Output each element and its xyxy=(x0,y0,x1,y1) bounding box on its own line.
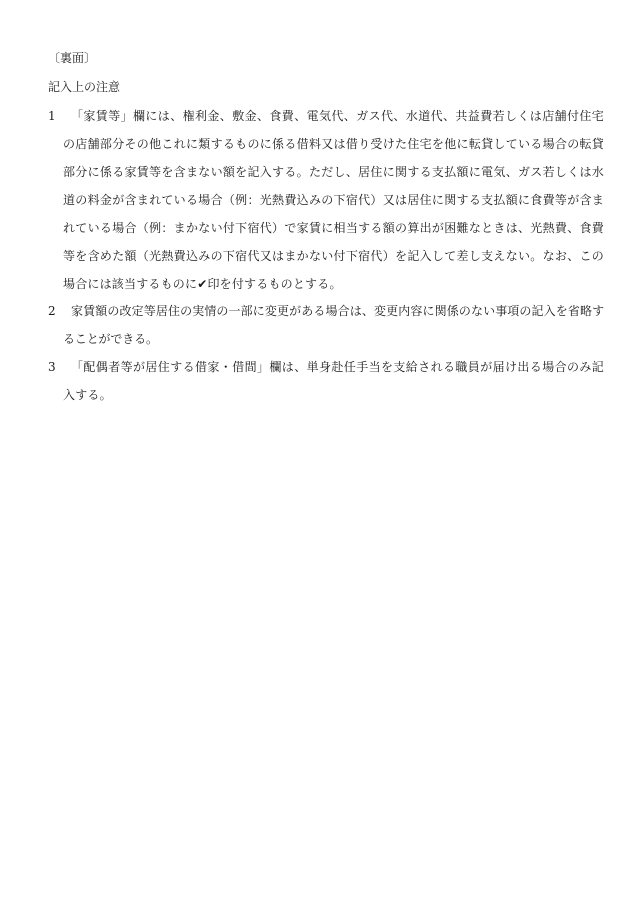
note-text: 「家賃等」欄には、権利金、敷金、食費、電気代、ガス代、水道代、共益費若しくは店舗付住宅の店舗部分その他これに類するものに係る借料又は借り受けた住宅を他に転貸している場合の転貸部分に係る家賃等を含まない額を記入する。ただし、居住に関する支払額に電気、ガス若しくは水道の料金が含まれている場合（例：光熱費込みの下宿代）又は居住に関する支払額に食費等が含まれている場合（例：まかない付下宿代）で家賃に相当する額の算出が困難なときは、光熱費、食費等を含めた額（光熱費込みの下宿代又はまかない付下宿代）を記入して差し支えない。なお、この場合には該当するものに✔印を付するものとする。 xyxy=(63,109,604,291)
note-text: 家賃額の改定等居住の実情の一部に変更がある場合は、変更内容に関係のない事項の記入を省略することができる。 xyxy=(63,304,604,346)
note-text: 「配偶者等が居住する借家・借間」欄は、単身赴任手当を支給される職員が届け出る場合のみ記入する。 xyxy=(63,360,604,402)
note-item-3 xyxy=(48,353,604,409)
note-number: 3 xyxy=(48,360,56,374)
section-title: 記入上の注意 xyxy=(48,80,121,94)
side-label: 〔裏面〕 xyxy=(48,51,97,65)
note-item-1 xyxy=(48,102,604,298)
note-number: 1 xyxy=(48,109,56,123)
note-number: 2 xyxy=(48,304,56,318)
note-item-2 xyxy=(48,297,604,353)
